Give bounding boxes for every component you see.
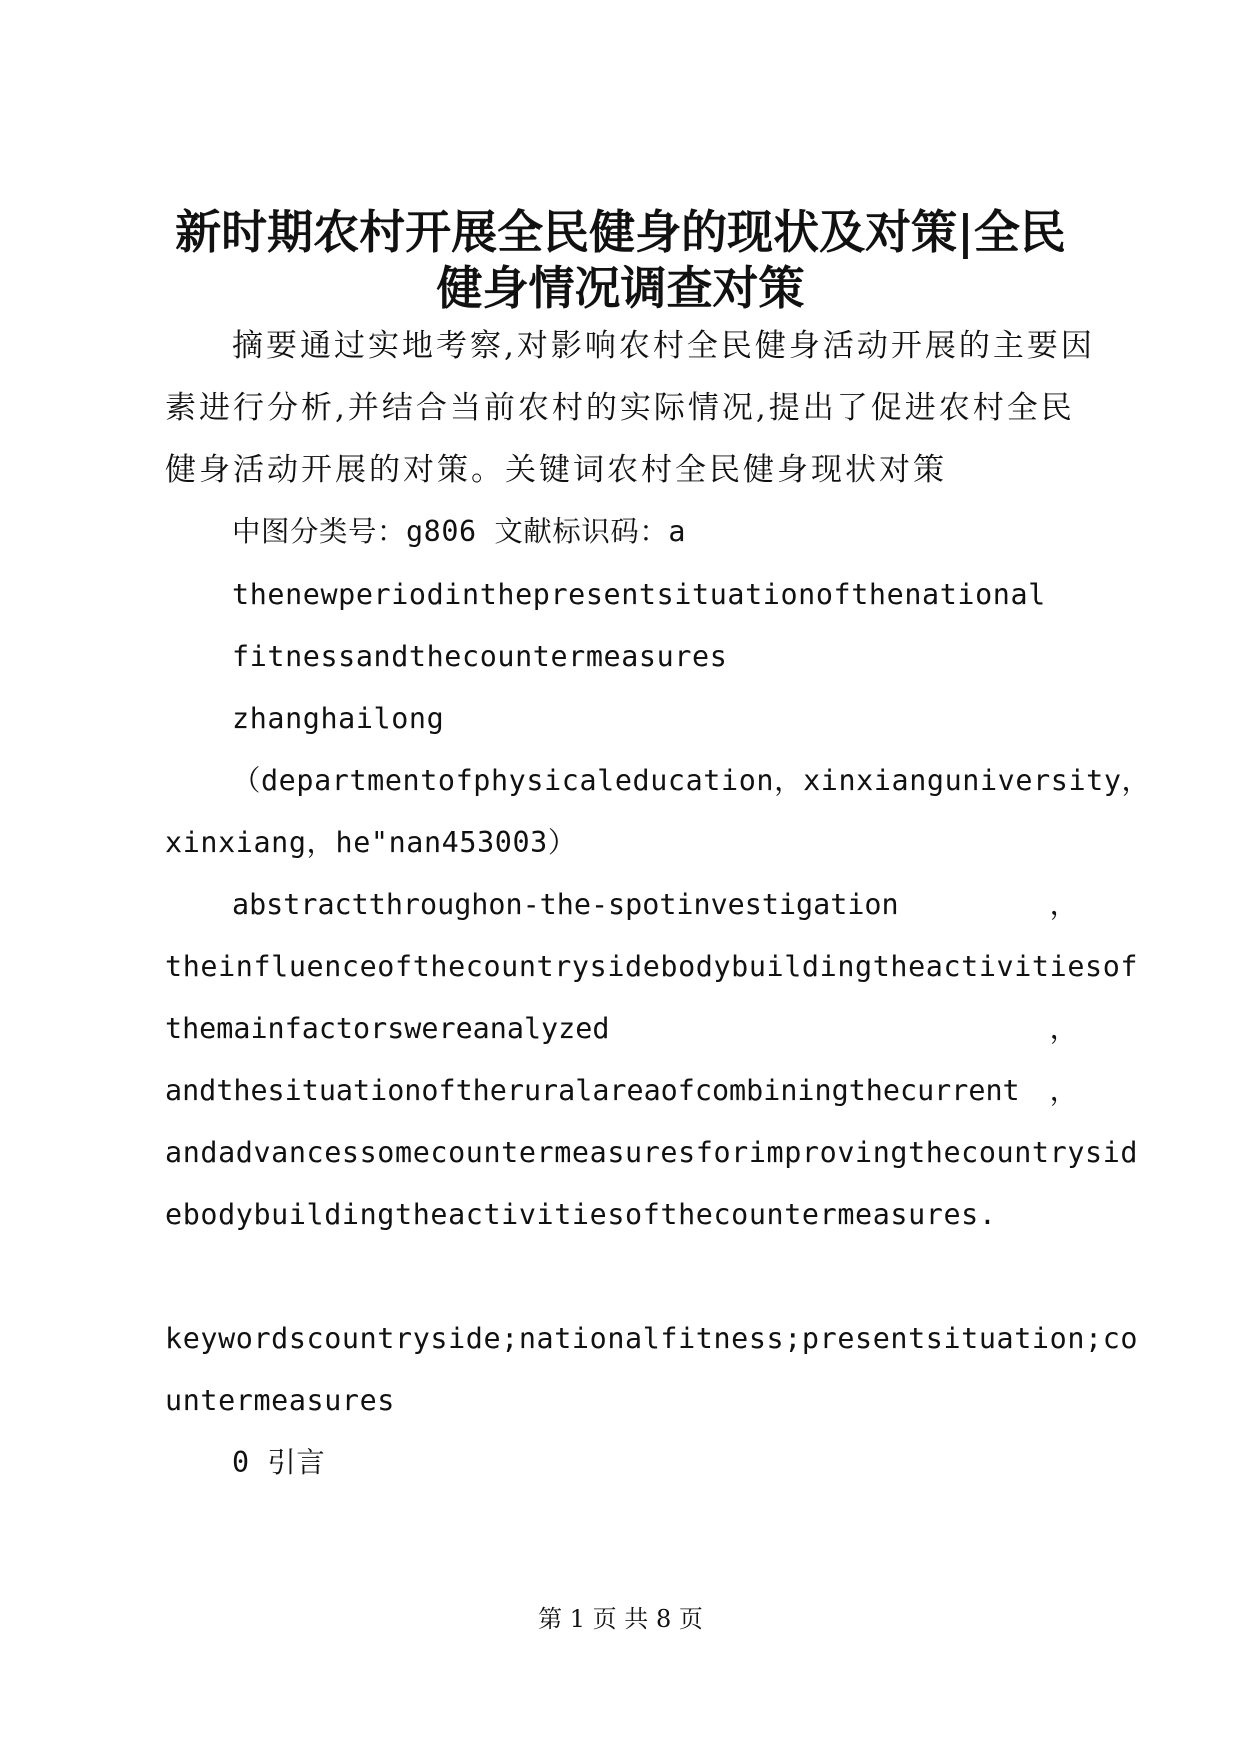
keywords-line-2: untermeasures xyxy=(165,1384,396,1417)
author-name: zhanghailong xyxy=(232,702,445,735)
abstract-en-line-1-punct: ， xyxy=(1049,888,1078,921)
english-title-line-2: fitnessandthecountermeasures xyxy=(232,640,728,673)
abstract-en-line-6: ebodybuildingtheactivitiesofthecountermeasures. xyxy=(165,1198,997,1231)
affiliation-line-1: （departmentofphysicaleducation，xinxianguniversity， xyxy=(232,764,1151,797)
abstract-en-line-2: theinfluenceofthecountrysidebodybuildingtheactivitiesof xyxy=(165,950,1139,983)
page-number-footer: 第 1 页 共 8 页 xyxy=(538,1605,703,1633)
document-title-line-2: 健身情况调查对策 xyxy=(436,261,805,315)
section-heading: 0 引言 xyxy=(232,1446,326,1479)
document-title-line-1: 新时期农村开展全民健身的现状及对策|全民 xyxy=(175,205,1066,259)
english-title-line-1: thenewperiodinthepresentsituationofthenational xyxy=(232,578,1046,611)
abstract-en-line-3-punct: ， xyxy=(1049,1012,1078,1045)
abstract-cn-line-3: 健身活动开展的对策。关键词农村全民健身现状对策 xyxy=(165,452,947,488)
affiliation-line-2: xinxiang，he"nan453003） xyxy=(165,826,577,859)
abstract-en-line-1-text: abstractthroughon-the-spotinvestigation xyxy=(232,888,899,921)
abstract-en-line-5: andadvancessomecountermeasuresforimprovingthecountrysid xyxy=(165,1136,1139,1169)
abstract-cn-line-2: 素进行分析,并结合当前农村的实际情况,提出了促进农村全民 xyxy=(165,390,1075,426)
classification-code: 中图分类号：g806 文献标识码：a xyxy=(232,515,687,548)
abstract-en-line-3-text: themainfactorswereanalyzed xyxy=(165,1012,610,1045)
abstract-en-line-4-punct: ， xyxy=(1049,1074,1078,1107)
abstract-en-line-4 xyxy=(165,1071,1078,1111)
abstract-en-line-4-text: andthesituationoftheruralareaofcombiningthecurrent xyxy=(165,1074,1020,1107)
keywords-line-1: keywordscountryside;nationalfitness;presentsituation;co xyxy=(165,1322,1139,1355)
abstract-en-line-3 xyxy=(165,1009,1078,1049)
abstract-cn-line-1: 摘要通过实地考察,对影响农村全民健身活动开展的主要因 xyxy=(232,328,1095,364)
abstract-en-line-1 xyxy=(232,885,1078,925)
